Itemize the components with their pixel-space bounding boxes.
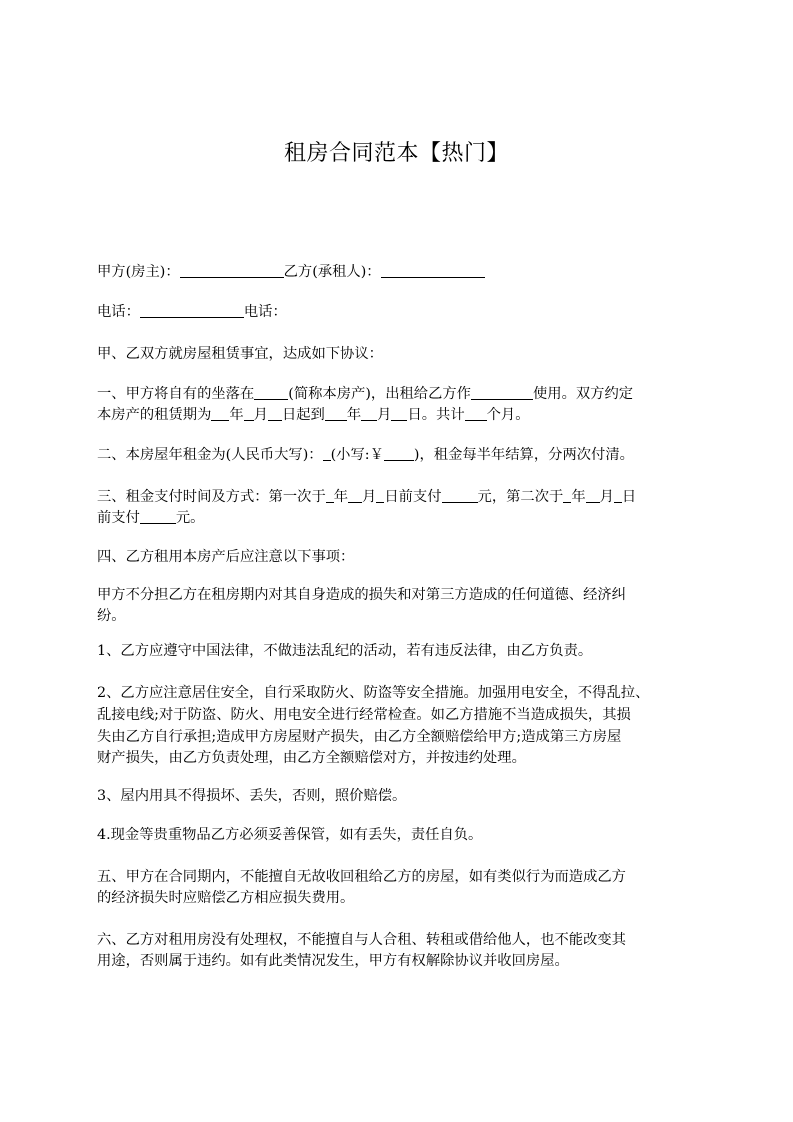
clause-3-line-1: 三、租金支付时间及方式：第一次于 年 月 日前支付 元，第二次于 年 月 日 — [97, 489, 637, 505]
clause-6-line-1: 六、乙方对租用房没有处理权，不能擅自与人合租、转租或借给他人，也不能改变其 — [97, 932, 626, 948]
clause-3-line-2: 前支付 元。 — [97, 510, 205, 526]
item-2-line-2: 乱接电线;对于防盗、防火、用电安全进行经常检查。如乙方措施不当造成损失，其损 — [97, 707, 631, 723]
phone-line: 电话： 电话： — [97, 304, 287, 320]
tenant-blank — [381, 263, 485, 278]
clause-1-line-2: 本房产的租赁期为 年 月 日起到 年 月 日。共计 个月。 — [97, 407, 530, 423]
landlord-phone-blank — [140, 303, 244, 318]
clause-1-line-1: 一、甲方将自有的坐落在 (简称本房产)，出租给乙方作 使用。双方约定 — [97, 386, 634, 402]
item-2-line-4: 财产损失，由乙方负责处理，由乙方全额赔偿对方，并按违约处理。 — [97, 750, 526, 766]
clause-5-line-2: 的经济损失时应赔偿乙方相应损失费用。 — [97, 890, 355, 906]
parties-line: 甲方(房主)： 乙方(承租人)： — [97, 262, 707, 283]
item-2-line-3: 失由乙方自行承担;造成甲方房屋财产损失，由乙方全额赔偿给甲方;造成第三方房屋 — [97, 729, 622, 745]
item-4: 4.现金等贵重物品乙方必须妥善保管，如有丢失，责任自负。 — [97, 827, 483, 843]
item-2-line-1: 2、乙方应注意居住安全，自行采取防火、防盗等安全措施。加强用电安全，不得乱拉、 — [97, 685, 650, 701]
clause-5-line-1: 五、甲方在合同期内，不能擅自无故收回租给乙方的房屋，如有类似行为而造成乙方 — [97, 869, 626, 885]
disclaimer-line-2: 纷。 — [97, 608, 126, 624]
disclaimer-line-1: 甲方不分担乙方在租房期内对其自身造成的损失和对第三方造成的任何道德、经济纠 — [97, 587, 626, 603]
item-1: 1、乙方应遵守中国法律，不做违法乱纪的活动，若有违反法律，由乙方负责。 — [97, 643, 593, 659]
intro-line: 甲、乙双方就房屋租赁事宜，达成如下协议： — [97, 346, 383, 362]
clause-2: 二、本房屋年租金为(人民币大写)： (小写:￥ )，租金每半年结算，分两次付清。 — [97, 447, 634, 463]
clause-4-heading: 四、乙方租用本房产后应注意以下事项： — [97, 549, 355, 565]
item-3: 3、屋内用具不得损坏、丢失，否则，照价赔偿。 — [97, 788, 407, 804]
clause-6-line-2: 用途，否则属于违约。如有此类情况发生，甲方有权解除协议并收回房屋。 — [97, 953, 569, 969]
page-title: 租房合同范本【热门】 — [283, 141, 509, 166]
landlord-blank — [180, 263, 284, 278]
